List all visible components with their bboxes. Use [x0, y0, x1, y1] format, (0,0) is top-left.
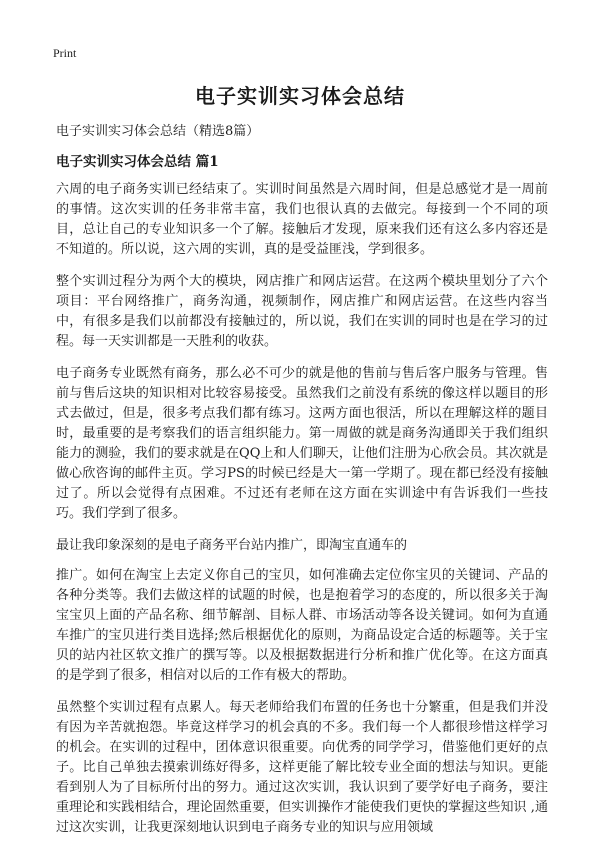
section-heading: 电子实训实习体会总结 篇1	[56, 154, 219, 170]
page-title: 电子实训实习体会总结	[195, 84, 405, 108]
paragraph: 六周的电子商务实训已经结束了。实训时间虽然是六周时间，但是总感觉才是一周前的事情。这次实训的任务非常丰富，我们也很认真的去做完。每接到一个不同的项目，总让自己的专业知识多一个了解。接触后才发现，原来我们还有这么多内容还是不知道的。所以说，这六周的实训，真的是受益匪浅，学到很多。	[56, 182, 548, 257]
paragraph: 整个实训过程分为两个大的模块，网店推广和网店运营。在这两个模块里划分了六个项目：平台网络推广，商务沟通，视频制作，网店推广和网店运营。在这些内容当中，有很多是我们以前都没有接触过的，所以说，我们在实训的同时也是在学习的过程。每一天实训都是一天胜利的收获。	[56, 274, 548, 349]
paragraph: 电子商务专业既然有商务，那么必不可少的就是他的售前与售后客户服务与管理。售前与售后这块的知识相对比较容易接受。虽然我们之前没有系统的像这样以题目的形式去做过，但是，很多考点我们都有练习。这两方面也很活，所以在理解这样的题目时，最重要的是考察我们的语言组织能力。第一周做的就是商务沟通即关于我们组织能力的测验，我们的要求就是在QQ上和人们聊天，让他们注册为心欣会员。其次就是做心欣咨询的邮件主页。学习PS的时候已经是大一第一学期了。现在都已经没有接触过了。所以会觉得有点困难。不过还有老师在这方面在实训途中有告诉我们一些技巧。我们学到了很多。	[56, 366, 548, 521]
document-body	[56, 180, 548, 850]
paragraph: 推广。如何在淘宝上去定义你自己的宝贝，如何准确去定位你宝贝的关键词、产品的各种分类等。我们去做这样的试题的时候，也是抱着学习的态度的，所以很多关于淘宝宝贝上面的产品名称、细节解剖、目标人群、市场活动等各设关键词。如何为直通车推广的宝贝进行类目选择;然后根据优化的原则，为商品设定合适的标题等。关于宝贝的站内社区软文推广的撰写等。以及根据数据进行分析和推广优化等。在这方面真的是学到了很多，相信对以后的工作有极大的帮助。	[56, 568, 548, 683]
paragraph: 虽然整个实训过程有点累人。每天老师给我们布置的任务也十分繁重，但是我们并没有因为辛苦就抱怨。毕竟这样学习的机会真的不多。我们每一个人都很珍惜这样学习的机会。在实训的过程中，团体意识很重要。向优秀的同学学习，借鉴他们更好的点子。比自己单独去摸索训练好得多，这样更能了解比较专业全面的想法与知识。更能看到别人为了目标所付出的努力。通过这次实训，我认识到了要学好电子商务，要注重理论和实践相结合，理论固然重要，但实训操作才能使我们更快的掌握这些知识 ,通过这次实训，让我更深刻地认识到电子商务专业的知识与应用领域	[56, 700, 548, 835]
print-link[interactable]: Print	[53, 46, 77, 60]
document-subtitle: 电子实训实习体会总结（精选8篇）	[56, 124, 260, 139]
paragraph: 最让我印象深刻的是电子商务平台站内推广，即淘宝直通车的	[56, 538, 408, 553]
